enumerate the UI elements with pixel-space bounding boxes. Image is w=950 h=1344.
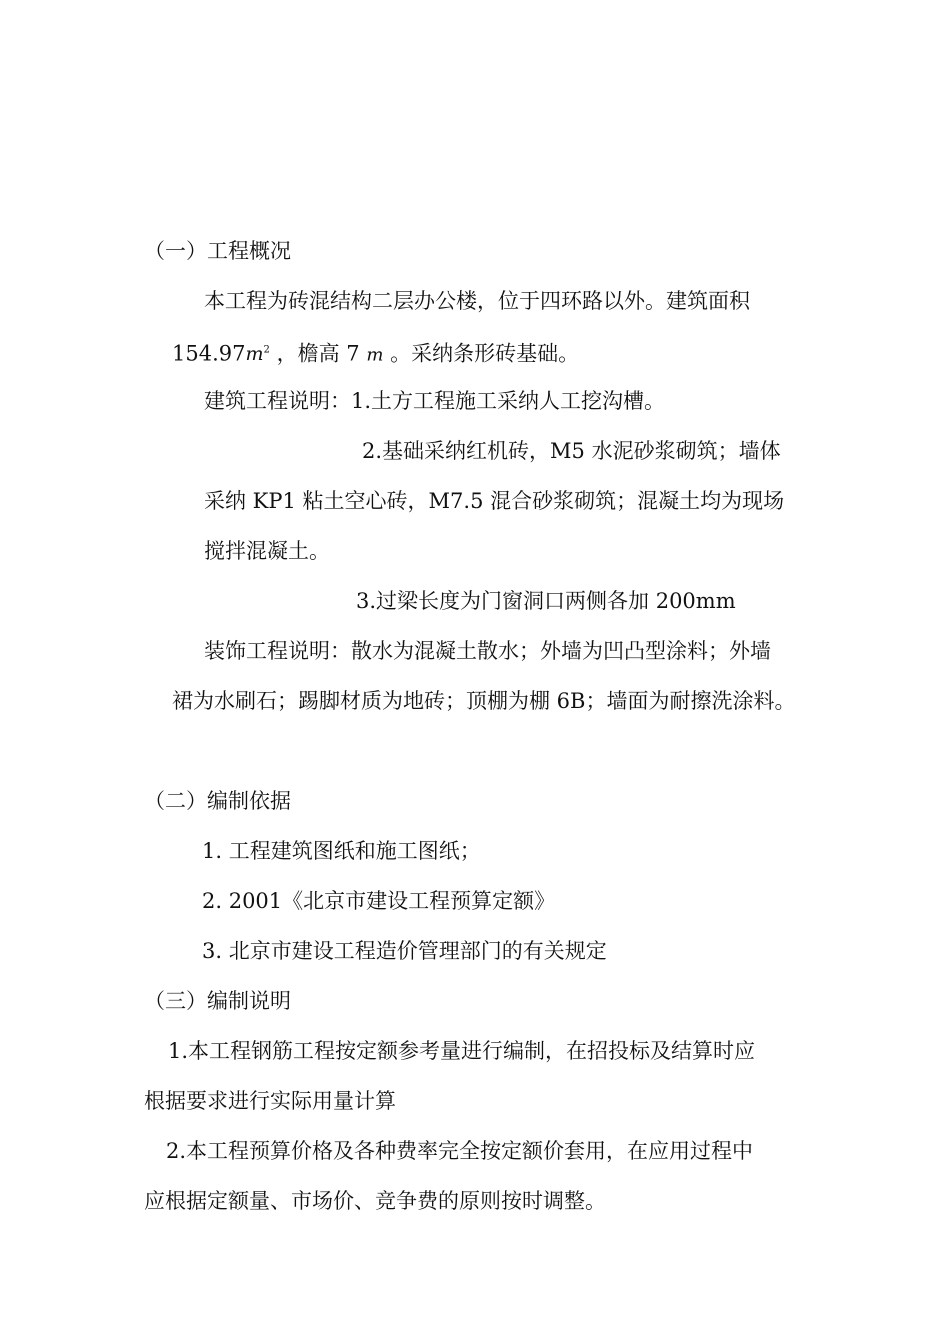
basis-item-1: 1. 工程建筑图纸和施工图纸； (202, 839, 481, 863)
section-heading-overview: （一）工程概况 (144, 239, 291, 263)
basis-item-2: 2. 2001《北京市建设工程预算定额》 (202, 889, 556, 913)
overview-para-line-2 (172, 336, 579, 370)
area-unit: $m^2$ (245, 343, 270, 366)
note-1-line-2: 根据要求进行实际用量计算 (144, 1089, 396, 1113)
building-note-2-line-3: 搅拌混凝土。 (204, 539, 330, 563)
decoration-note-line-2: 裙为水刷石；踢脚材质为地砖；顶棚为棚 6B；墙面为耐擦洗涂料。 (172, 689, 796, 713)
note-2-line-2: 应根据定额量、市场价、竞争费的原则按时调整。 (144, 1189, 606, 1213)
decoration-note-line-1: 装饰工程说明：散水为混凝土散水；外墙为凹凸型涂料；外墙 (204, 639, 771, 663)
overview-para-line-1: 本工程为砖混结构二层办公楼，位于四环路以外。建筑面积 (204, 289, 750, 313)
section-heading-notes: （三）编制说明 (144, 989, 291, 1013)
note-2-line-1: 2.本工程预算价格及各种费率完全按定额价套用，在应用过程中 (166, 1139, 754, 1163)
height-text: ，檐高 7 (276, 341, 360, 366)
height-unit: m (366, 344, 384, 366)
foundation-text: 。采纳条形砖基础。 (390, 341, 580, 366)
basis-item-3: 3. 北京市建设工程造价管理部门的有关规定 (202, 939, 607, 963)
building-note-2-line-2: 采纳 KP1 粘土空心砖，M7.5 混合砂浆砌筑；混凝土均为现场 (204, 489, 785, 513)
building-note-3: 3.过梁长度为门窗洞口两侧各加 200mm (356, 589, 736, 613)
note-1-line-1: 1.本工程钢筋工程按定额参考量进行编制，在招投标及结算时应 (168, 1039, 756, 1063)
building-note-2-line-1: 2.基础采纳红机砖，M5 水泥砂浆砌筑；墙体 (362, 439, 781, 463)
area-value: 154.97 (172, 341, 246, 366)
section-heading-basis: （二）编制依据 (144, 789, 291, 813)
building-note-1: 建筑工程说明：1.土方工程施工采纳人工挖沟槽。 (204, 389, 666, 413)
